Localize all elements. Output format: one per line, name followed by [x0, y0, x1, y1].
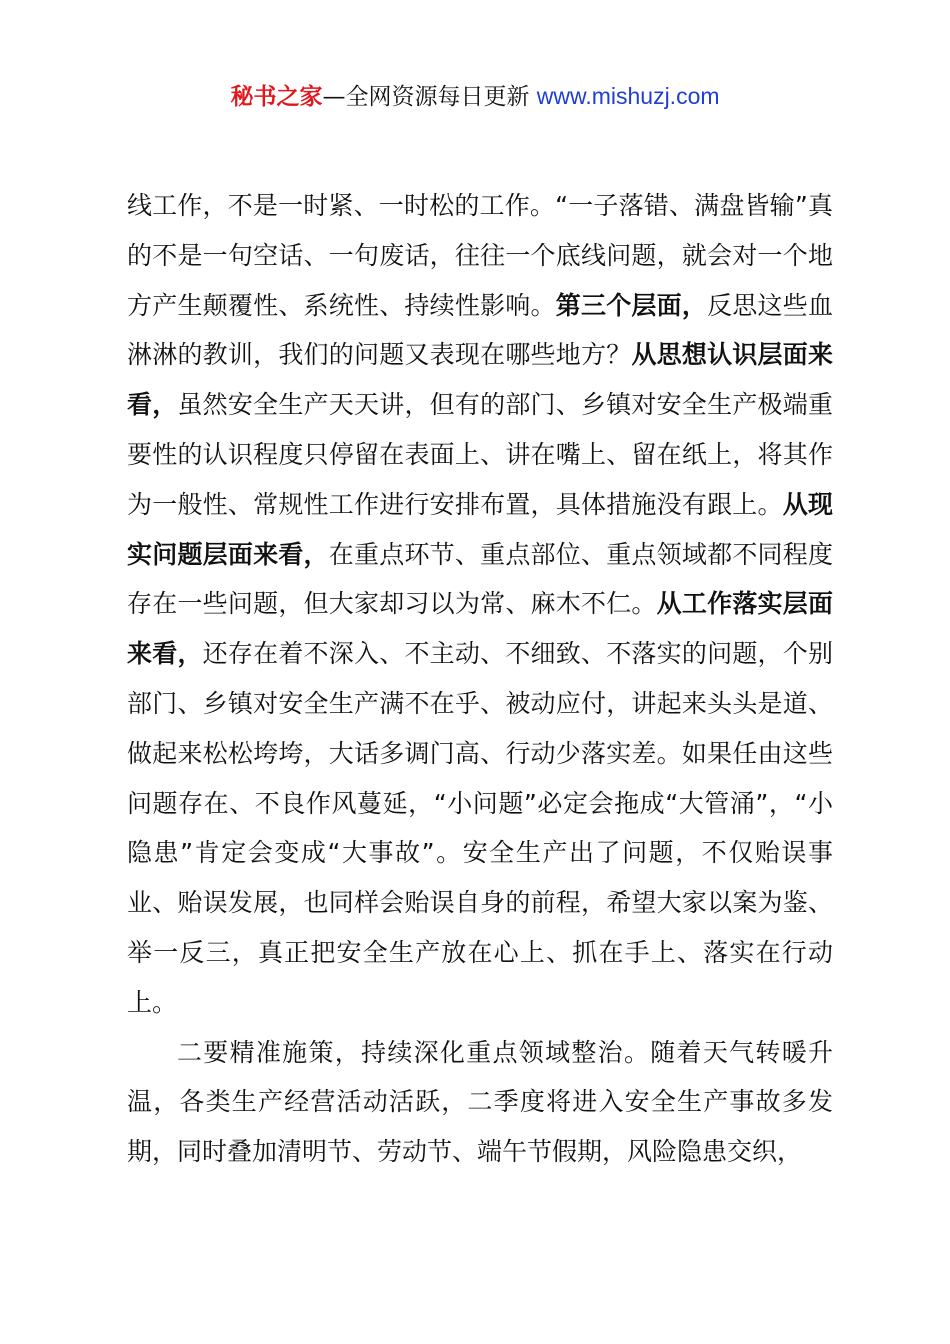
bold-heading-implementation: 从工作落实层面来看，	[127, 589, 833, 669]
brand-name: 秘书之家	[230, 84, 323, 110]
paragraph-2	[127, 1028, 833, 1177]
text-segment: 还存在着不深入、不主动、不细致、不落实的问题，个别部门、乡镇对安全生产满不在乎、被动应付，讲起来头头是道、做起来松松垮垮，大话多调门高、行动少落实差。如果任由这些问题存在、不良作风蔓延，“小问题”必定会拖成“大管涌”，“小隐患”肯定会变成“大事故”。安全生产出了问题，不仅贻误事业、贻误发展，也同样会贻误自身的前程，希望大家以案为鉴、举一反三，真正把安全生产放在心上、抓在手上、落实在行动上。	[127, 639, 833, 1017]
text-segment: 在重点环节、重点部位、重点领域都不同程度存在一些问题，但大家却习以为常、麻木不仁。	[127, 539, 833, 619]
header-tagline: —全网资源每日更新	[322, 84, 537, 110]
bold-heading-third-level: 第三个层面，	[555, 290, 708, 320]
bold-heading-ideology: 从思想认识层面来看，	[127, 340, 833, 420]
text-segment: 虽然安全生产天天讲，但有的部门、乡镇对安全生产极端重要性的认识程度只停留在表面上、讲在嘴上、留在纸上，将其作为一般性、常规性工作进行安排布置，具体措施没有跟上。	[127, 390, 833, 519]
bold-heading-reality: 从现实问题层面来看，	[127, 489, 833, 569]
page-header	[0, 80, 950, 113]
site-url-link[interactable]: www.mishuzj.com	[536, 83, 720, 109]
document-body	[127, 181, 833, 1177]
text-segment: 二要精准施策，持续深化重点领域整治。随着天气转暖升温，各类生产经营活动活跃，二季度将进入安全生产事故多发期，同时叠加清明节、劳动节、端午节假期，风险隐患交织，	[127, 1037, 833, 1167]
text-segment: 反思这些血淋淋的教训，我们的问题又表现在哪些地方？	[127, 290, 833, 370]
paragraph-1	[127, 181, 833, 1028]
text-segment: 线工作，不是一时紧、一时松的工作。“一子落错、满盘皆输”真的不是一句空话、一句废话，往往一个底线问题，就会对一个地方产生颠覆性、系统性、持续性影响。	[127, 191, 833, 320]
